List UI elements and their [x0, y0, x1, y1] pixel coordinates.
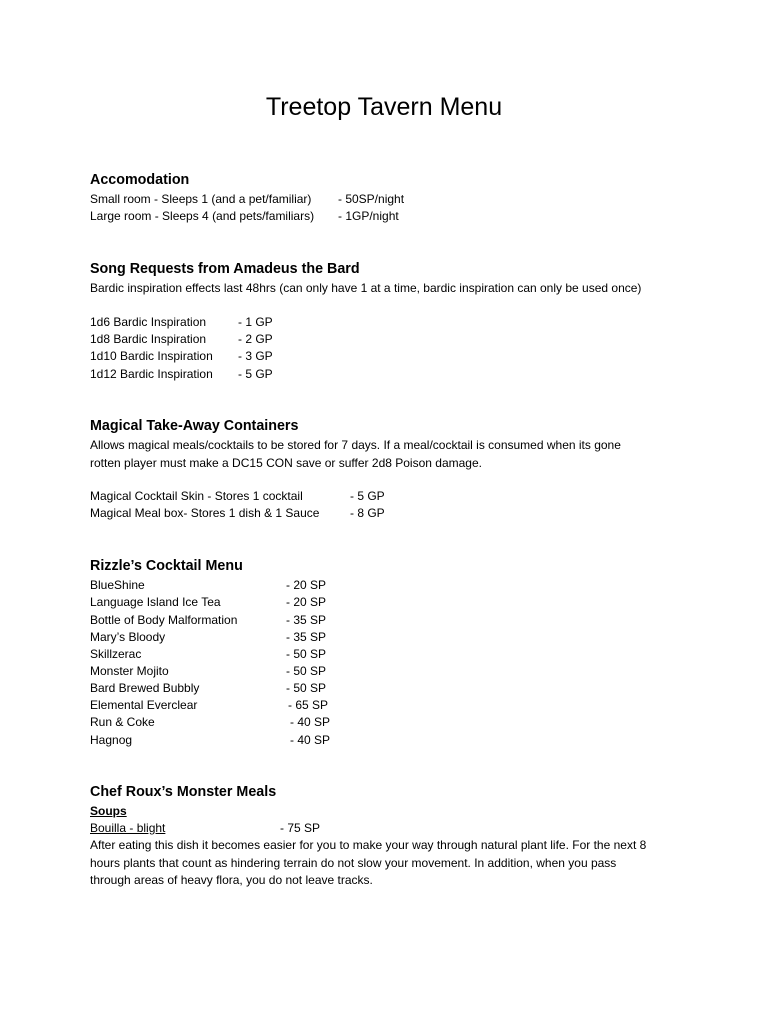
containers-note: rotten player must make a DC15 CON save or suffer 2d8 Poison damage.	[90, 456, 482, 470]
containers-row: Magical Meal box- Stores 1 dish & 1 Sauce	[90, 506, 320, 520]
songs-row: 1d8 Bardic Inspiration	[90, 332, 207, 346]
cocktail-price: - 40 SP	[290, 733, 331, 747]
cocktail-row: Skillzerac	[90, 647, 142, 661]
cocktail-row: Mary’s Bloody	[90, 630, 166, 644]
accommodation-row: Large room - Sleeps 4 (and pets/familiars)	[90, 209, 315, 223]
soup-item-price: - 75 SP	[280, 821, 321, 835]
soup-item-row	[90, 820, 322, 837]
cocktail-price: - 35 SP	[286, 630, 327, 644]
songs-heading: Song Requests from Amadeus the Bard	[90, 261, 360, 277]
cocktail-row: Monster Mojito	[90, 664, 169, 678]
accommodation-heading: Accomodation	[90, 172, 190, 188]
containers-row: Magical Cocktail Skin - Stores 1 cocktail	[90, 489, 303, 503]
songs-price: - 5 GP	[238, 367, 273, 381]
songs-row: 1d12 Bardic Inspiration	[90, 367, 213, 381]
cocktail-row: Bard Brewed Bubbly	[90, 681, 200, 695]
accommodation-price: - 50SP/night	[338, 192, 405, 206]
cocktail-price: - 40 SP	[290, 715, 331, 729]
meals-heading: Chef Roux’s Monster Meals	[90, 784, 277, 800]
cocktail-price: - 20 SP	[286, 595, 327, 609]
cocktail-row: BlueShine	[90, 578, 145, 592]
cocktail-row: Elemental Everclear	[90, 698, 198, 712]
songs-note: Bardic inspiration effects last 48hrs (can only have 1 at a time, bardic inspiration can only be used once)	[90, 281, 642, 295]
soup-item-name: Bouilla - blight	[90, 821, 166, 835]
songs-row: 1d10 Bardic Inspiration	[90, 349, 213, 363]
cocktail-row: Hagnog	[90, 733, 133, 747]
containers-heading: Magical Take-Away Containers	[90, 418, 299, 434]
cocktail-row: Bottle of Body Malformation	[90, 613, 238, 627]
songs-price: - 1 GP	[238, 315, 273, 329]
containers-price: - 8 GP	[350, 506, 385, 520]
cocktail-row: Language Island Ice Tea	[90, 595, 221, 609]
cocktail-price: - 35 SP	[286, 613, 327, 627]
cocktail-price: - 50 SP	[286, 681, 327, 695]
soup-description: hours plants that count as hindering terrain do not slow your movement. In addition, when you pass	[90, 856, 617, 870]
containers-note: Allows magical meals/cocktails to be stored for 7 days. If a meal/cocktail is consumed when its gone	[90, 438, 621, 452]
soup-description: After eating this dish it becomes easier for you to make your way through natural plant life. For the next 8	[90, 838, 647, 852]
soup-description: through areas of heavy flora, you do not leave tracks.	[90, 873, 373, 887]
cocktail-price: - 50 SP	[286, 647, 327, 661]
songs-price: - 3 GP	[238, 349, 273, 363]
accommodation-row: Small room - Sleeps 1 (and a pet/familiar)	[90, 192, 312, 206]
cocktail-price: - 65 SP	[288, 698, 329, 712]
soups-subheading: Soups	[90, 804, 127, 818]
cocktail-price: - 50 SP	[286, 664, 327, 678]
containers-price: - 5 GP	[350, 489, 385, 503]
songs-price: - 2 GP	[238, 332, 273, 346]
songs-row: 1d6 Bardic Inspiration	[90, 315, 207, 329]
cocktail-row: Run & Coke	[90, 715, 155, 729]
accommodation-price: - 1GP/night	[338, 209, 399, 223]
page-title: Treetop Tavern Menu	[265, 93, 503, 121]
cocktails-heading: Rizzle’s Cocktail Menu	[90, 558, 243, 574]
cocktail-price: - 20 SP	[286, 578, 327, 592]
